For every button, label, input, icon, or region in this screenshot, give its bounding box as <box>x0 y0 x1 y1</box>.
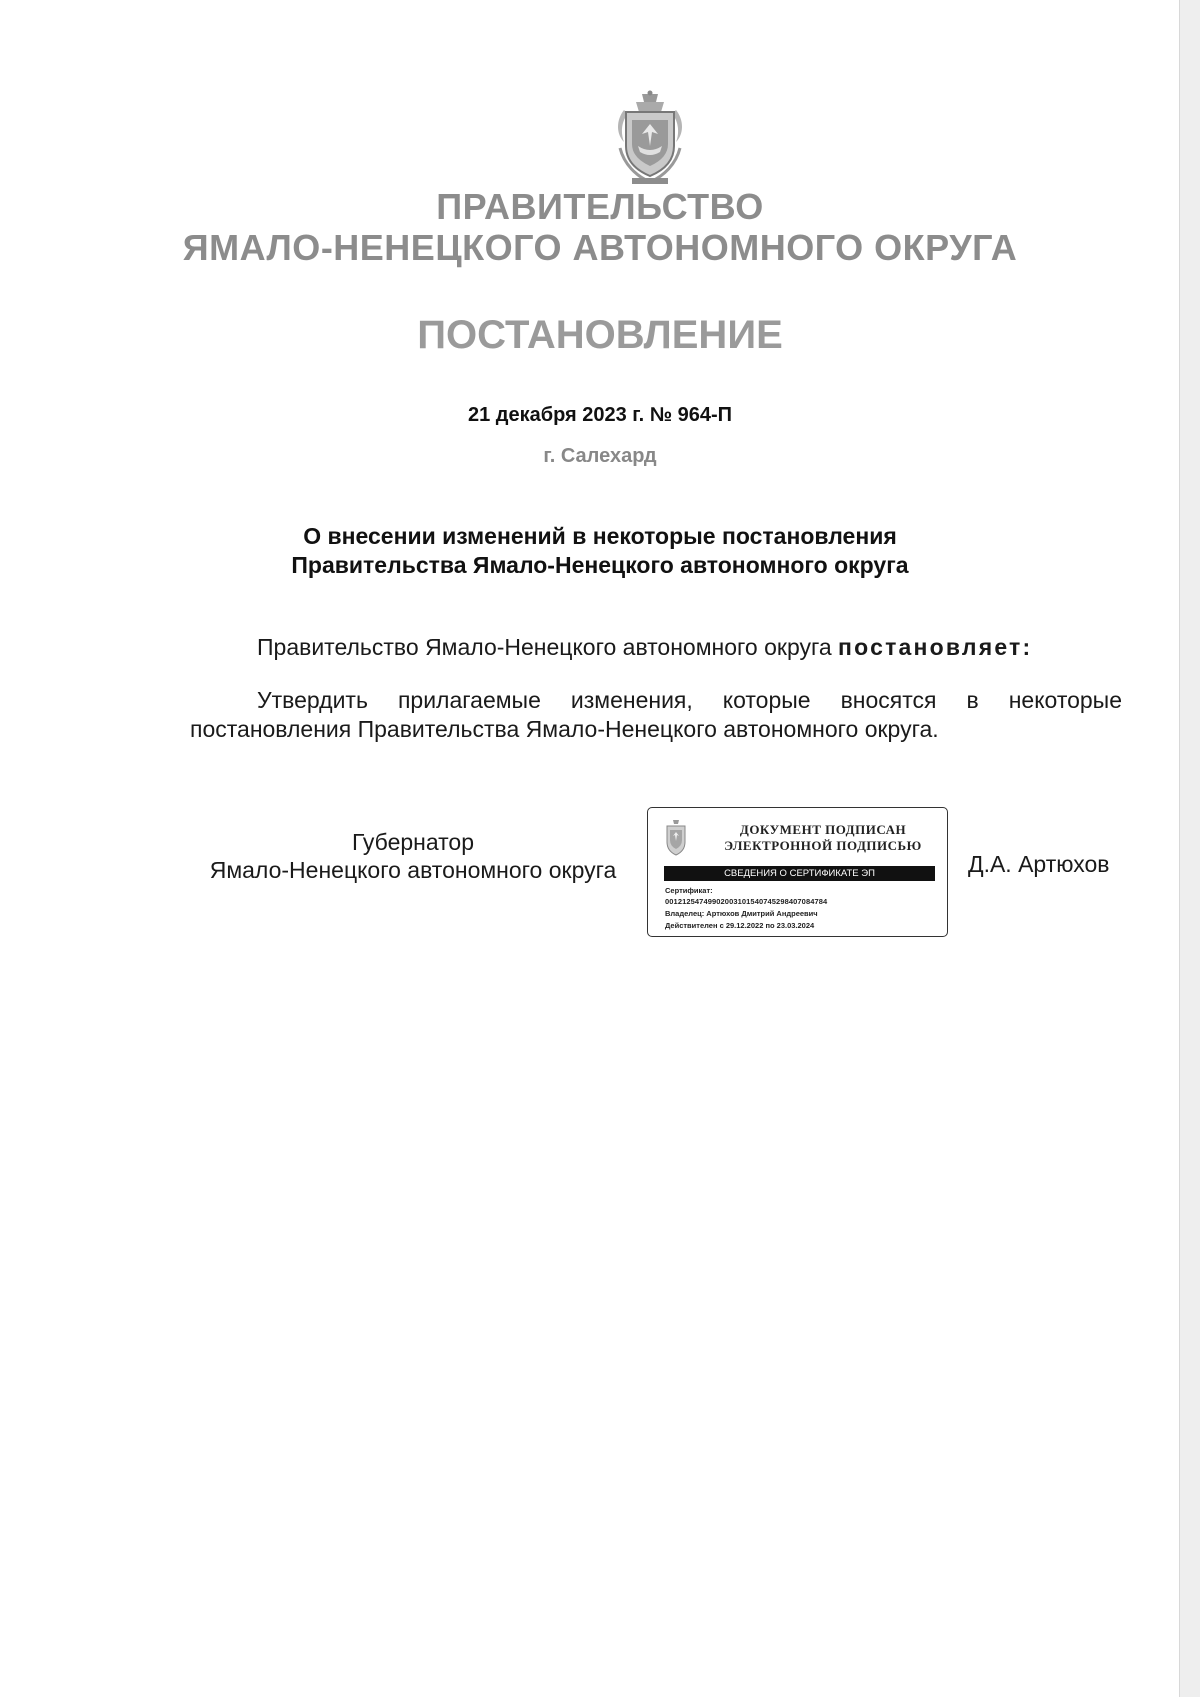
document-subject-line2: Правительства Ямало-Ненецкого автономного округа <box>291 552 909 578</box>
electronic-signature-stamp <box>647 807 948 937</box>
government-name-line2: ЯМАЛО-НЕНЕЦКОГО АВТОНОМНОГО ОКРУГА <box>182 227 1018 268</box>
stamp-certificate-label: Сертификат: <box>665 886 713 895</box>
government-name-line1: ПРАВИТЕЛЬСТВО <box>436 186 764 227</box>
document-date-number: 21 декабря 2023 г. № 964-П <box>467 404 733 426</box>
signer-position-line2: Ямало-Ненецкого автономного округа <box>209 857 617 883</box>
signer-name: Д.А. Артюхов <box>968 851 1110 877</box>
coat-of-arms-icon <box>612 90 688 186</box>
document-subject-line1: О внесении изменений в некоторые постановления <box>303 523 897 549</box>
document-city: г. Салехард <box>543 445 657 467</box>
preamble-text: Правительство Ямало-Ненецкого автономного округа <box>257 634 832 660</box>
preamble-paragraph <box>190 633 1122 662</box>
resolution-paragraph: Утвердить прилагаемые изменения, которые вносятся в некоторые постановления Правительства Ямало-Ненецкого автономного округа. <box>190 687 1122 742</box>
stamp-validity: Действителен с 29.12.2022 по 23.03.2024 <box>665 921 815 930</box>
resolves-keyword: постановляет: <box>838 634 1033 660</box>
signer-position-line1: Губернатор <box>351 829 475 855</box>
stamp-certificate-number: 00121254749902003101540745298407084784 <box>665 897 828 906</box>
document-type-title: ПОСТАНОВЛЕНИЕ <box>417 313 783 357</box>
stamp-title-line1: ДОКУМЕНТ ПОДПИСАН <box>739 822 907 837</box>
stamp-certificate-band: СВЕДЕНИЯ О СЕРТИФИКАТЕ ЭП <box>664 866 935 881</box>
stamp-emblem-icon <box>663 818 689 858</box>
stamp-title-line2: ЭЛЕКТРОННОЙ ПОДПИСЬЮ <box>724 838 922 853</box>
stamp-owner: Владелец: Артюхов Дмитрий Андреевич <box>665 909 818 918</box>
